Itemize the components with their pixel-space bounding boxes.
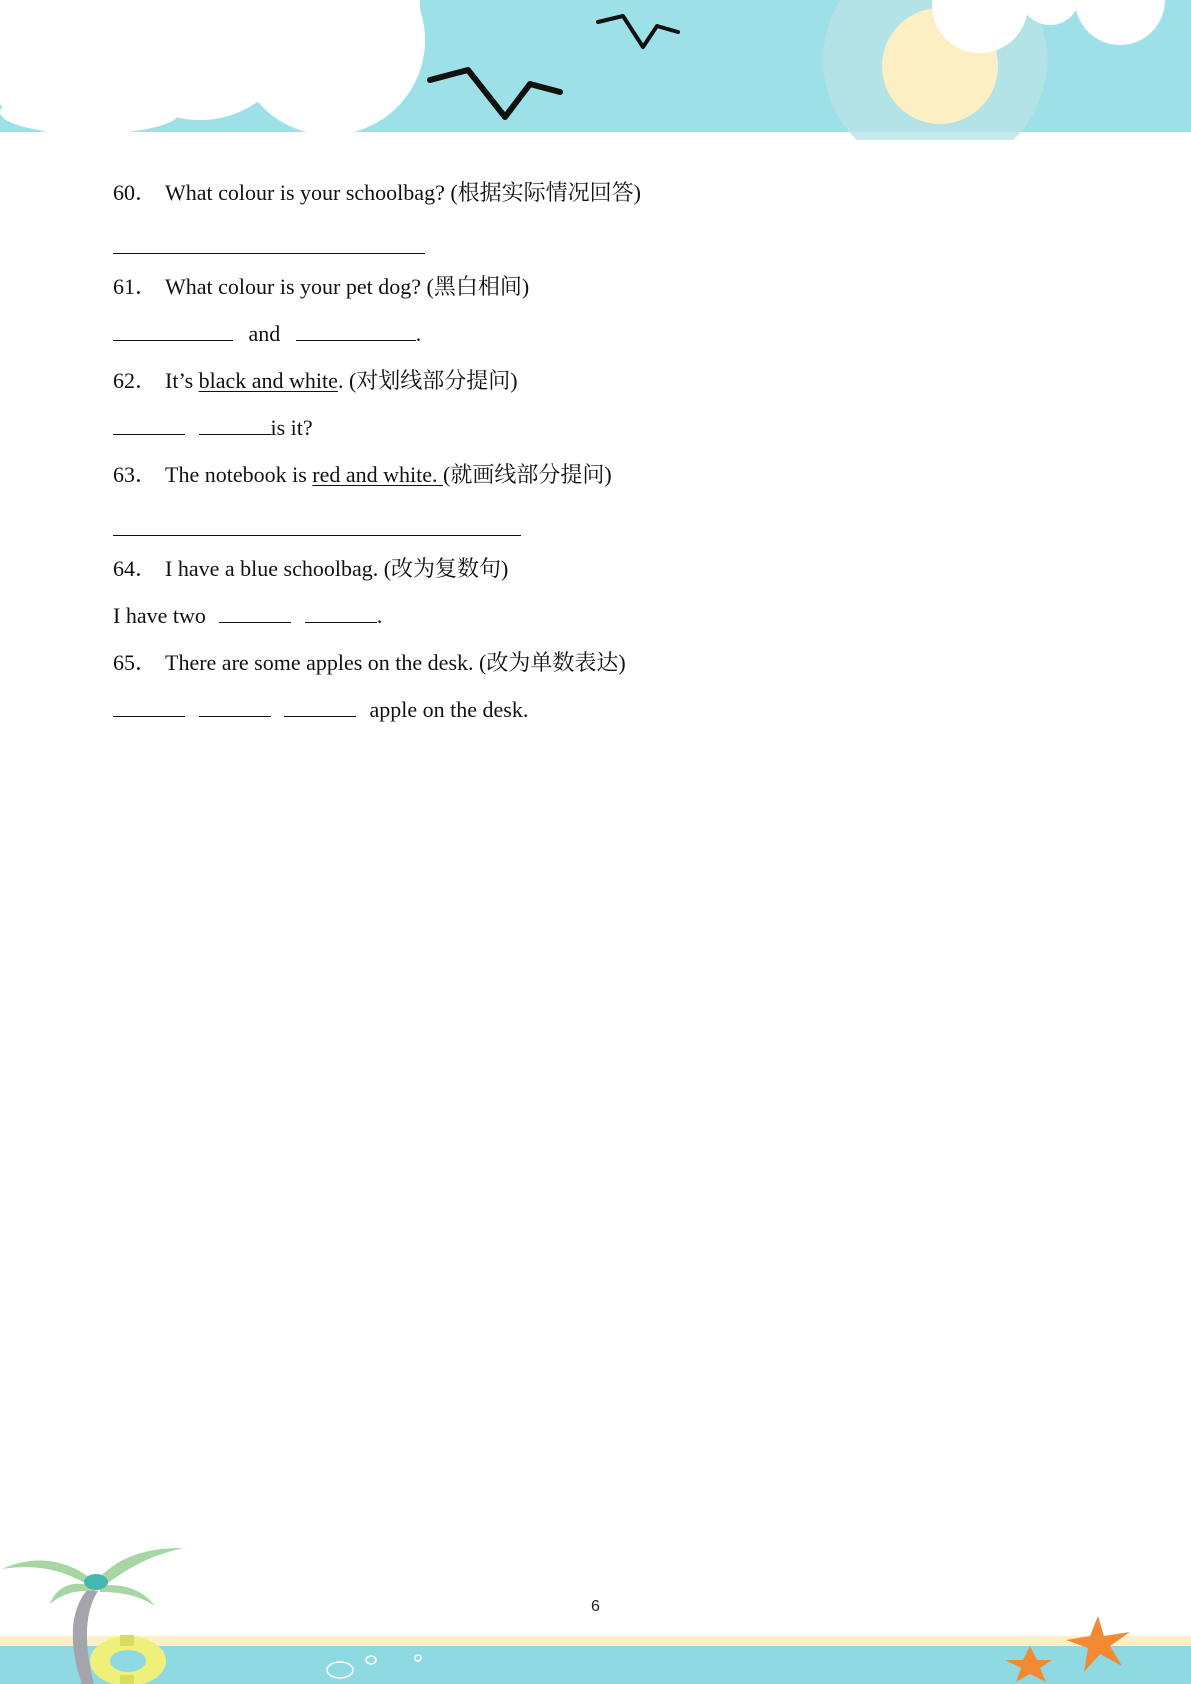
answer-60 [113,223,1093,270]
underlined-phrase: red and white. [312,462,444,487]
answer-blank[interactable] [219,602,291,623]
answer-blank[interactable] [296,320,416,341]
question-62 [113,364,1093,411]
question-suffix: (就画线部分提问) [443,462,612,487]
question-65 [113,646,1093,693]
cloud-icon [932,0,1165,53]
cloud-icon [0,0,425,135]
answer-blank[interactable] [113,696,185,717]
question-suffix: . (对划线部分提问) [337,368,518,393]
answer-connector: and [248,321,281,346]
answer-end: . [376,603,383,628]
question-text: What colour is your pet dog? (黑白相间) [165,274,530,299]
question-text: There are some apples on the desk. (改为单数表达) [165,650,626,675]
page-number: 6 [591,1598,600,1615]
question-63 [113,458,1093,505]
sea-band [0,1646,1191,1684]
starfish-icon [1005,1646,1052,1682]
sun-icon [823,0,1047,140]
answer-63 [113,505,1093,552]
question-number: 62． [113,368,158,393]
answer-blank[interactable] [284,696,356,717]
answer-64 [113,599,1093,646]
answer-prefix: I have two [113,603,206,628]
question-text: I have a blue schoolbag. (改为复数句) [165,556,509,581]
answer-61 [113,317,1093,364]
palm-tree-icon [2,1548,183,1684]
answer-62 [113,411,1093,458]
question-prefix: The notebook is [165,462,313,487]
answer-blank[interactable] [113,320,233,341]
answer-65 [113,693,1093,740]
bubble-icon [327,1655,421,1678]
answer-blank[interactable] [305,602,377,623]
question-number: 63． [113,462,158,487]
answer-blank[interactable] [199,414,271,435]
question-number: 64． [113,556,158,581]
underlined-phrase: black and white [198,368,338,393]
question-prefix: It’s [165,368,199,393]
exercise-list [113,176,1093,740]
question-64 [113,552,1093,599]
answer-end: apple on the desk. [369,697,529,722]
swim-ring-icon [90,1635,166,1684]
answer-blank[interactable] [199,696,271,717]
answer-end: . [415,321,422,346]
bird-icon [598,16,678,47]
bird-icon [430,70,560,117]
question-text: What colour is your schoolbag? (根据实际情况回答) [165,180,641,205]
answer-blank[interactable] [113,414,185,435]
question-60 [113,176,1093,223]
sky-band [0,0,1191,132]
answer-end: is it? [270,415,313,440]
starfish-icon [1066,1616,1130,1672]
sand-strip [0,1636,1191,1646]
answer-blank[interactable] [113,223,425,254]
answer-blank[interactable] [113,505,521,536]
question-61 [113,270,1093,317]
question-number: 65． [113,650,158,675]
question-number: 60． [113,180,158,205]
header-sky-banner [0,0,1191,140]
question-number: 61． [113,274,158,299]
